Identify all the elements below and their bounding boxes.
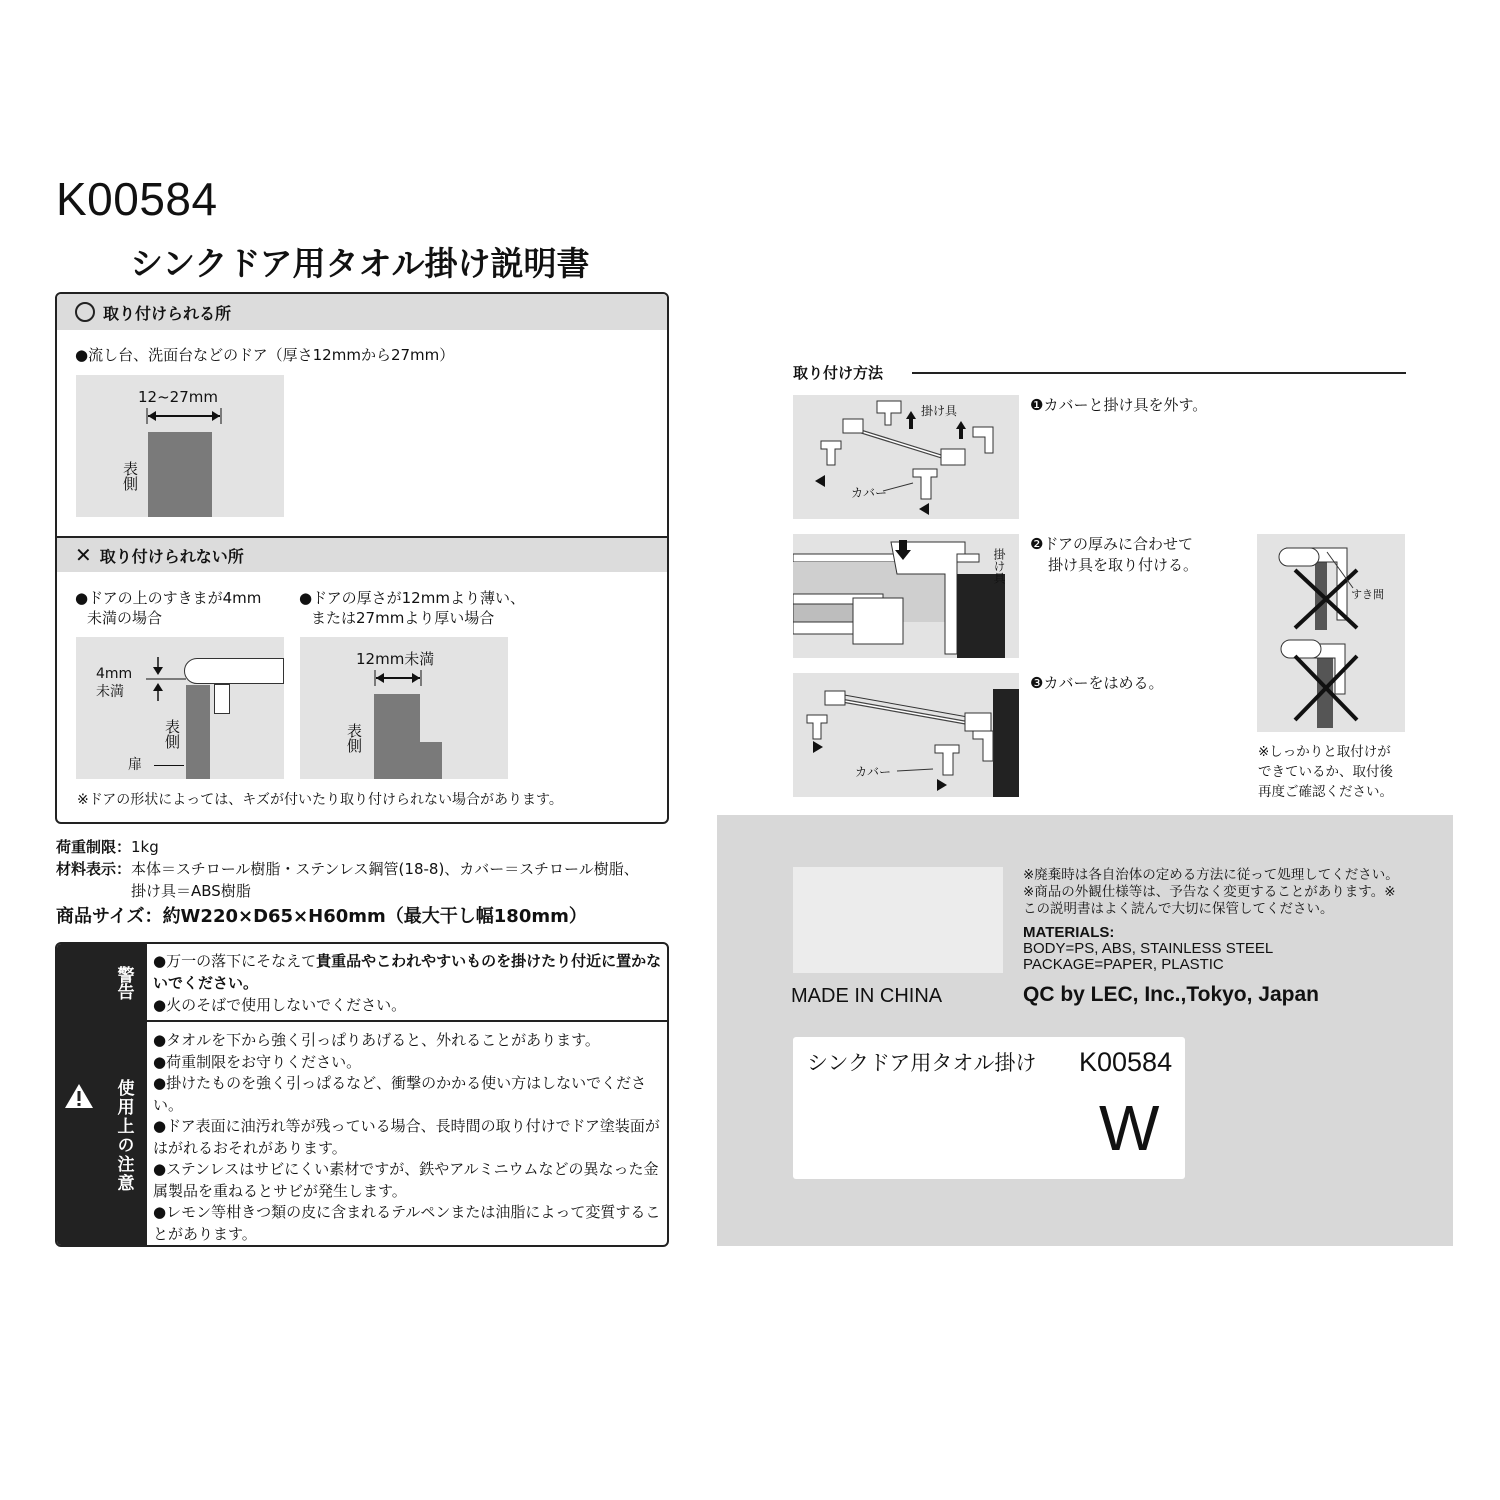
case1-diagram xyxy=(76,637,284,779)
incorrect-fit-diagram xyxy=(1257,534,1405,732)
step3-diagram xyxy=(793,673,1019,797)
caution-item: ●荷重制限をお守りください。 xyxy=(153,1052,362,1071)
shape-note: ※ドアの形状によっては、キズが付いたり取り付けられない場合があります。 xyxy=(77,792,563,808)
warning-icon-column xyxy=(57,944,101,1247)
step2-diagram xyxy=(793,534,1019,658)
hook-label: 掛け具 xyxy=(992,548,1006,584)
caution-item: ●ステンレスはサビにくい素材ですが、鉄やアルミニウムなどの異なった金属製品を重ねるとサビが発生します。 xyxy=(153,1160,659,1200)
can-install-heading: 取り付けられる所 xyxy=(103,303,232,323)
towel-bar xyxy=(184,658,284,684)
warning-item: ●火のそばで使用しないでください。 xyxy=(153,996,407,1014)
cover-label: カバー xyxy=(851,486,888,500)
company: QC by LEC, Inc.,Tokyo, Japan xyxy=(1023,983,1319,1006)
gap-label: すき間 xyxy=(1351,588,1384,601)
check-note: ※しっかりと取付けが できているか、取付後 再度ご確認ください。 xyxy=(1258,744,1393,800)
spec-load: 荷重制限： 1kg xyxy=(56,838,159,856)
product-label xyxy=(793,1037,1185,1179)
cannot-install-header xyxy=(57,536,669,572)
circle-icon xyxy=(75,302,95,322)
gap-arrow-icon xyxy=(146,655,186,703)
leader-line xyxy=(154,765,184,766)
hook-label: 掛け具 xyxy=(921,404,958,418)
dimension-label: 12mm未満 xyxy=(356,650,435,668)
cross-icon: ✕ xyxy=(75,543,92,567)
divider xyxy=(147,1020,669,1022)
door-label: 扉 xyxy=(128,757,142,773)
can-install-header xyxy=(57,294,667,330)
dimension-arrow-icon xyxy=(146,408,222,424)
side-label: 表側 xyxy=(121,461,139,491)
case2-diagram xyxy=(300,637,508,779)
caution-items xyxy=(153,1030,665,1245)
barcode-area xyxy=(793,867,1003,973)
door-panel xyxy=(186,685,210,779)
product-code: K00584 xyxy=(56,173,218,225)
spec-material: 材料表示： 本体＝スチロール樹脂・ステンレス鋼管(18-8)、カバー＝スチロール樹脂、 掛け具＝ABS樹脂 xyxy=(56,860,639,900)
step2-caption: ❷ドアの厚みに合わせて 掛け具を取り付ける。 xyxy=(1030,535,1199,574)
warning-label: 警告 xyxy=(101,944,147,1023)
step2-illustration xyxy=(793,534,1019,658)
side-label: 表側 xyxy=(345,723,363,753)
spec-size: 商品サイズ： 約W220×D65×H60mm（最大干し幅180mm） xyxy=(56,906,587,927)
dimension-arrow-icon xyxy=(374,670,422,686)
gap-label: 4mm 未満 xyxy=(96,666,133,700)
disposal-note: ※廃棄時は各自治体の定める方法に従って処理してください。※商品の外観仕様等は、予告なく変更することがあります。※この説明書はよく読んで大切に保管してください。 xyxy=(1023,867,1399,917)
warning-triangle-icon xyxy=(63,1082,95,1110)
label-code: K00584 xyxy=(1079,1047,1173,1077)
warning-box xyxy=(55,942,669,1247)
install-method-heading: 取り付け方法 xyxy=(793,364,884,382)
page-title: シンクドア用タオル掛け説明書 xyxy=(130,244,590,283)
cover-label: カバー xyxy=(855,765,892,779)
hook xyxy=(214,684,230,714)
caution-item: ●タオルを下から強く引っぱりあげると、外れることがあります。 xyxy=(153,1031,600,1049)
cannot-install-heading: 取り付けられない所 xyxy=(99,546,244,566)
step1-diagram xyxy=(793,395,1019,519)
install-location-box xyxy=(55,292,669,824)
step3-illustration xyxy=(793,673,1019,797)
specs xyxy=(56,836,676,932)
materials: MATERIALS: BODY=PS, ABS, STAINLESS STEEL PACKAGE=PAPER, PLASTIC xyxy=(1023,924,1274,973)
caution-item: ●掛けたものを強く引っぱるなど、衝撃のかかる使い方はしないでください。 xyxy=(153,1074,647,1114)
incorrect-fit-illustration xyxy=(1257,534,1405,732)
dimension-label: 12~27mm xyxy=(138,388,218,406)
side-label: 表側 xyxy=(163,719,181,749)
step1-illustration xyxy=(793,395,1019,519)
origin: MADE IN CHINA xyxy=(791,985,943,1007)
caution-item: ●レモン等柑きつ類の皮に含まれるテルペンまたは油脂によって変質することがあります。 xyxy=(153,1203,661,1243)
caution-item: ●ドア表面に油汚れ等が残っている場合、長時間の取り付けでドア塗装面がはがれるおそれがあります。 xyxy=(153,1117,660,1157)
heading-rule xyxy=(912,372,1406,374)
case2-text: ●ドアの厚さが12mmより薄い、 または27mmより厚い場合 xyxy=(299,589,525,627)
label-name: シンクドア用タオル掛け xyxy=(807,1051,1037,1075)
package-panel xyxy=(717,815,1453,1246)
label-variant: W xyxy=(1099,1092,1160,1164)
warning-items xyxy=(153,950,663,1016)
case1-text: ●ドアの上のすきまが4mm 未満の場合 xyxy=(75,589,262,627)
door-panel-shape xyxy=(374,694,446,779)
step3-caption: ❸カバーをはめる。 xyxy=(1030,674,1164,692)
can-install-bullet: ●流し台、洗面台などのドア（厚さ12mmから27mm） xyxy=(75,346,455,364)
can-install-diagram xyxy=(76,375,284,517)
step1-caption: ❶カバーと掛け具を外す。 xyxy=(1030,396,1208,414)
warning-item: ●万一の落下にそなえて貴重品やこわれやすいものを掛けたり付近に置かないでください。 xyxy=(153,952,662,992)
door-panel xyxy=(148,432,212,517)
caution-label: 使用上の注意 xyxy=(101,1022,147,1247)
